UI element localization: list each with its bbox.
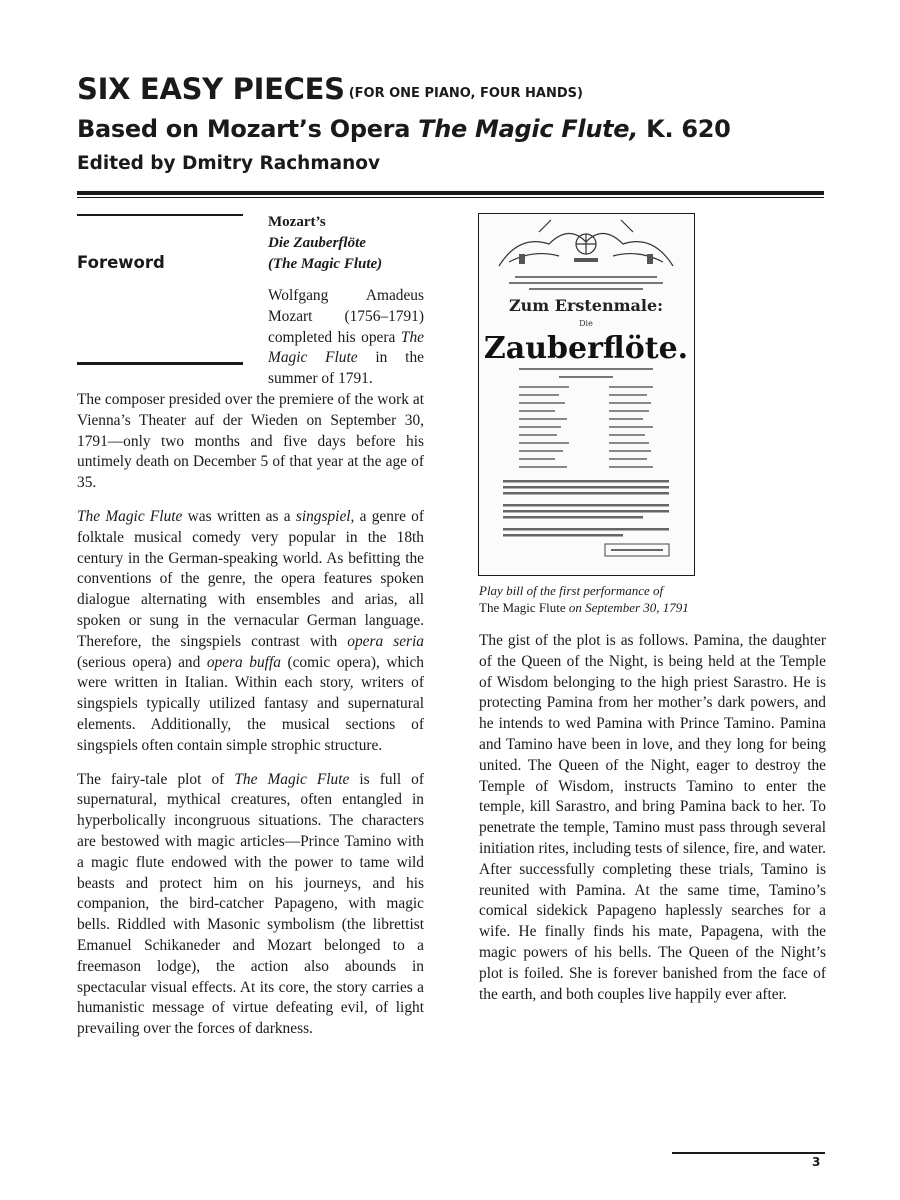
- playbill-line3: Zauberflöte.: [483, 331, 689, 366]
- page-number: 3: [812, 1155, 821, 1169]
- editor-credit: Edited by Dmitry Rachmanov: [77, 153, 381, 174]
- footer-rule: [672, 1152, 825, 1154]
- title-text: SIX EASY PIECES: [77, 72, 345, 106]
- article-heading-line1: Mozart’s: [268, 214, 326, 230]
- page-subtitle: [77, 113, 837, 145]
- intro-paragraph-start: [268, 286, 424, 390]
- caption-line2-title: The Magic Flute: [479, 600, 566, 615]
- header-rule-thick: [77, 191, 824, 195]
- image-caption: [479, 582, 779, 616]
- intro-text-b: in the summer of 1791.: [268, 349, 424, 388]
- playbill-image: [478, 213, 695, 576]
- paragraph-singspiel: [77, 507, 424, 757]
- p3-text-a: The fairy-tale plot of: [77, 770, 235, 788]
- p2-text-c: (serious opera) and: [77, 653, 207, 671]
- p3-italic: The Magic Flute: [234, 770, 350, 788]
- subtitle-prefix: Based on Mozart’s Opera: [77, 115, 419, 143]
- p2-text-a: was written as a: [182, 507, 296, 525]
- playbill-line2: Die: [579, 319, 593, 328]
- p2-italic-2: singspiel,: [295, 507, 355, 525]
- intro-paragraph-rest: The composer presided over the premiere of the work at Vienna’s Theater auf der Wieden on September 30, 1791—only two months and five days before his untimely death on December 5 of that year at the age of 35.: [77, 391, 424, 492]
- article-heading: [268, 212, 428, 275]
- foreword-rule-top: [77, 214, 243, 216]
- p2-text-b: a genre of folktale musical comedy very popular in the 18th century in the German-speaking world. As befitting the conventions of the genre, the opera features spoken dialogue alternating with ensembles and arias, all spoken or sung in the vernacular German language. Therefore, the singspiels contrast with: [77, 507, 424, 650]
- page-title: [77, 72, 837, 111]
- page-header: [77, 72, 837, 177]
- article-heading-line3: (The Magic Flute): [268, 256, 383, 272]
- playbill-line1: Zum Erstenmale:: [508, 296, 664, 315]
- foreword-rule-bottom: [77, 362, 243, 365]
- playbill-illustration: [479, 214, 693, 574]
- intro-text-a: Wolfgang Amadeus Mozart (1756–1791) completed his opera: [268, 287, 424, 346]
- p2-italic-4: opera buffa: [206, 653, 281, 671]
- p2-italic-1: The Magic Flute: [77, 507, 183, 525]
- header-rule-thin: [77, 197, 824, 198]
- caption-line1: Play bill of the first performance of: [479, 583, 664, 598]
- right-column: [479, 631, 826, 1005]
- article-heading-line2: Die Zauberflöte: [268, 235, 366, 251]
- intro-text-italic: The Magic Flute: [268, 328, 424, 367]
- p3-text-b: is full of supernatural, mythical creatures, often entangled in hyperbolically incongruous situations. The characters are bestowed with magic articles—Prince Tamino with a magic flute endowed with the power to tame wild beasts and protect him on his journeys, and his companion, the bird-catcher Papageno, with magic bells. Riddled with Masonic symbolism (the librettist Emanuel Schikaneder and Mozart belonged to a freemason lodge), the action also abounds in spectacular visual effects. At its core, the story carries a humanistic message of virtue defeating evil, of light prevailing over the forces of darkness.: [77, 770, 424, 1038]
- subtitle-suffix: K. 620: [638, 115, 731, 143]
- paragraph-fairy-tale: [77, 770, 424, 1040]
- intro-narrow: [268, 286, 424, 390]
- paragraph-plot-gist: The gist of the plot is as follows. Pamina, the daughter of the Queen of the Night, is being held at the Temple of Wisdom belonging to the high priest Sarastro. He is protecting Pamina from her mother’s dark powers, and he intends to wed Pamina with Prince Tamino. Pamina and Tamino have been in love, and they long for being united. The Queen of the Night, eager to destroy the Temple of Wisdom, instructs Tamino to enter the temple, kill Sarastro, and bring Pamina back to her. To penetrate the temple, Tamino must pass through several initiation rites, including tests of silence, fire, and water. After successfully completing these trials, Tamino is reunited with Pamina. At the same time, Tamino’s comical sidekick Papageno haplessly searches for a wife. He finally finds his mate, Papagena, with the magic powers of his bells. The Queen of the Night’s plot is foiled. She is forever banished from the face of the earth, and both couples live happily ever after.: [479, 632, 826, 1003]
- left-column: [77, 390, 424, 1040]
- p2-italic-3: opera seria: [347, 632, 424, 650]
- section-label: Foreword: [77, 253, 165, 272]
- title-note: (FOR ONE PIANO, FOUR HANDS): [348, 86, 583, 101]
- subtitle-italic: The Magic Flute,: [418, 115, 639, 143]
- p2-text-d: (comic opera), which were written in Italian. Within each story, writers of singspiels typically utilized fantasy and supernatural elements. Additionally, the musical sections of singspiels often contain simple strophic structure.: [77, 653, 424, 754]
- caption-line2-rest: on September 30, 1791: [565, 600, 689, 615]
